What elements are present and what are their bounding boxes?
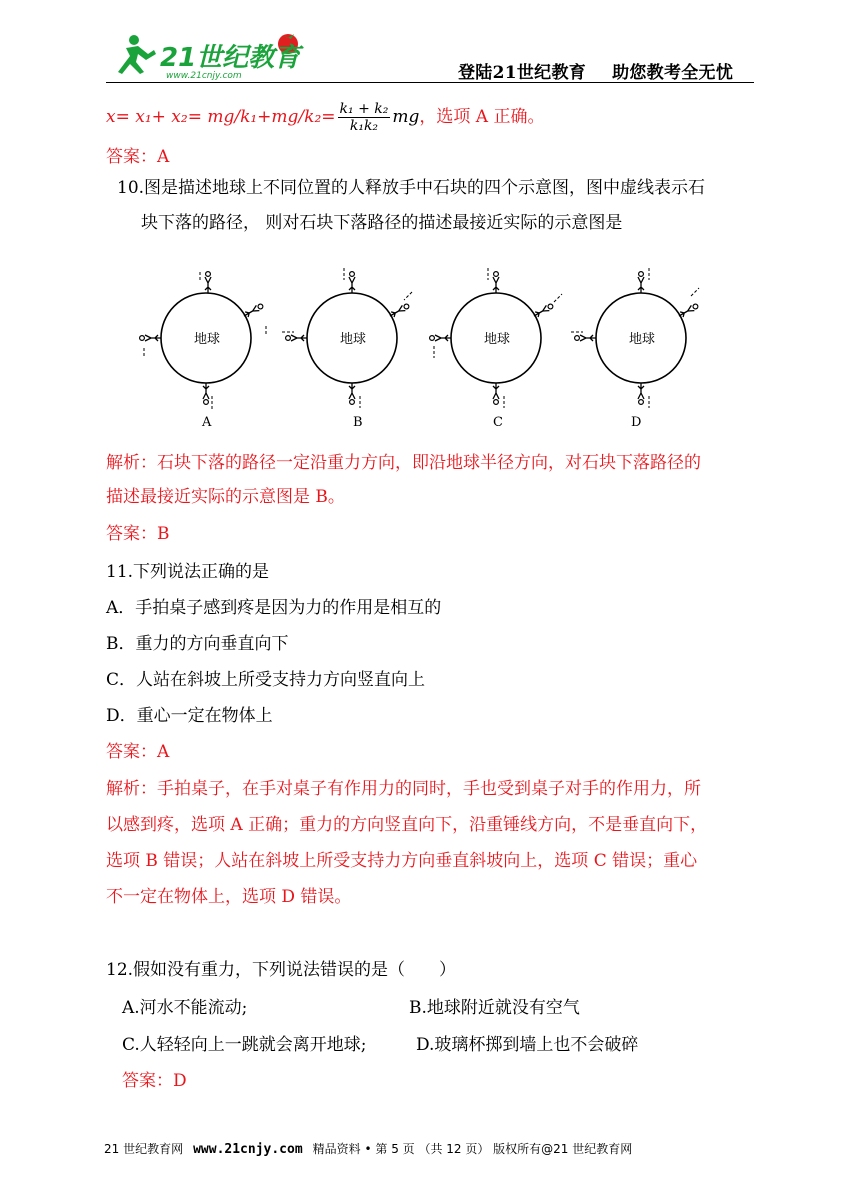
earth-label-d: 地球 [629,332,656,347]
q11-analysis-line2: 以感到疼，选项 A 正确；重力的方向竖直向下，沿重锤线方向，不是垂直向下， [106,815,708,835]
earth-label-b: 地球 [340,332,367,347]
earth-label-a: 地球 [194,332,221,347]
q10-analysis-line1: 解析：石块下落的路径一定沿重力方向，即沿地球半径方向，对石块下落路径的 [106,453,701,473]
footer-site: 21 世纪教育网 [104,1142,184,1156]
q10-analysis-line2: 描述最接近实际的示意图是 B。 [106,487,345,507]
q9-formula [106,101,544,134]
runner-icon [118,35,156,74]
diagram-label-c: C [493,415,503,430]
q12-answer: 答案：D [122,1071,187,1091]
slogan-right: 助您教考全无忧 [612,63,734,83]
formula-conclusion: ，选项 A 正确。 [419,107,545,127]
q11-option-a: A．手拍桌子感到疼是因为力的作用是相互的 [106,598,442,618]
logo-url: www.21cnjy.com [166,71,242,81]
footer-url[interactable]: www.21cnjy.com [193,1142,303,1157]
diagram-label-a: A [202,415,212,430]
formula-suffix: mg [392,107,420,127]
formula-fraction [338,101,391,134]
q11-analysis-line1: 解析：手拍桌子，在手对桌子有作用力的同时，手也受到桌子对手的作用力，所 [106,779,701,799]
slogan-left: 登陆21世纪教育 [458,63,587,83]
diagram-label-b: B [353,415,363,430]
fraction-numerator: k₁ + k₂ [339,101,389,117]
q10-answer: 答案：B [106,524,170,544]
earth-diagrams [138,258,728,438]
q9-answer: 答案：A [106,147,170,167]
q11-analysis-line3: 选项 B 错误；人站在斜坡上所受支持力方向垂直斜坡向上，选项 C 错误；重心 [106,851,698,871]
q11-option-b: B．重力的方向垂直向下 [106,634,289,654]
q10-stem-line2: 块下落的路径， 则对石块下落路径的描述最接近实际的示意图是 [141,213,623,233]
header-divider [106,82,754,83]
q11-analysis-line4: 不一定在物体上，选项 D 错误。 [106,887,352,907]
fraction-denominator: k₁k₂ [349,118,379,134]
q12-option-c: C.人轻轻向上一跳就会离开地球; [122,1035,367,1055]
q10-stem-line1: 10.图是描述地球上不同位置的人释放手中石块的四个示意图，图中虚线表示石 [117,178,706,198]
q12-stem: 12.假如没有重力，下列说法错误的是（ ） [106,960,457,980]
earth-label-c: 地球 [484,332,511,347]
q11-answer: 答案：A [106,742,170,762]
q11-option-c: C．人站在斜坡上所受支持力方向竖直向上 [106,670,426,690]
header-slogan [458,58,733,83]
formula-prefix: x= x₁+ x₂= mg/k₁+mg/k₂= [106,107,336,127]
q11-option-d: D．重心一定在物体上 [106,706,273,726]
diagram-label-d: D [631,415,642,430]
footer-info: 精品资料 • 第 5 页 （共 12 页） 版权所有@21 世纪教育网 [312,1142,633,1156]
q12-option-d: D.玻璃杯掷到墙上也不会破碎 [416,1035,639,1055]
q12-option-a: A.河水不能流动; [122,998,248,1018]
q12-option-b: B.地球附近就没有空气 [409,998,580,1018]
logo-text: 21世纪教育 [160,43,301,73]
site-logo [108,26,308,82]
q11-stem: 11.下列说法正确的是 [106,562,270,582]
page-footer [104,1140,632,1157]
